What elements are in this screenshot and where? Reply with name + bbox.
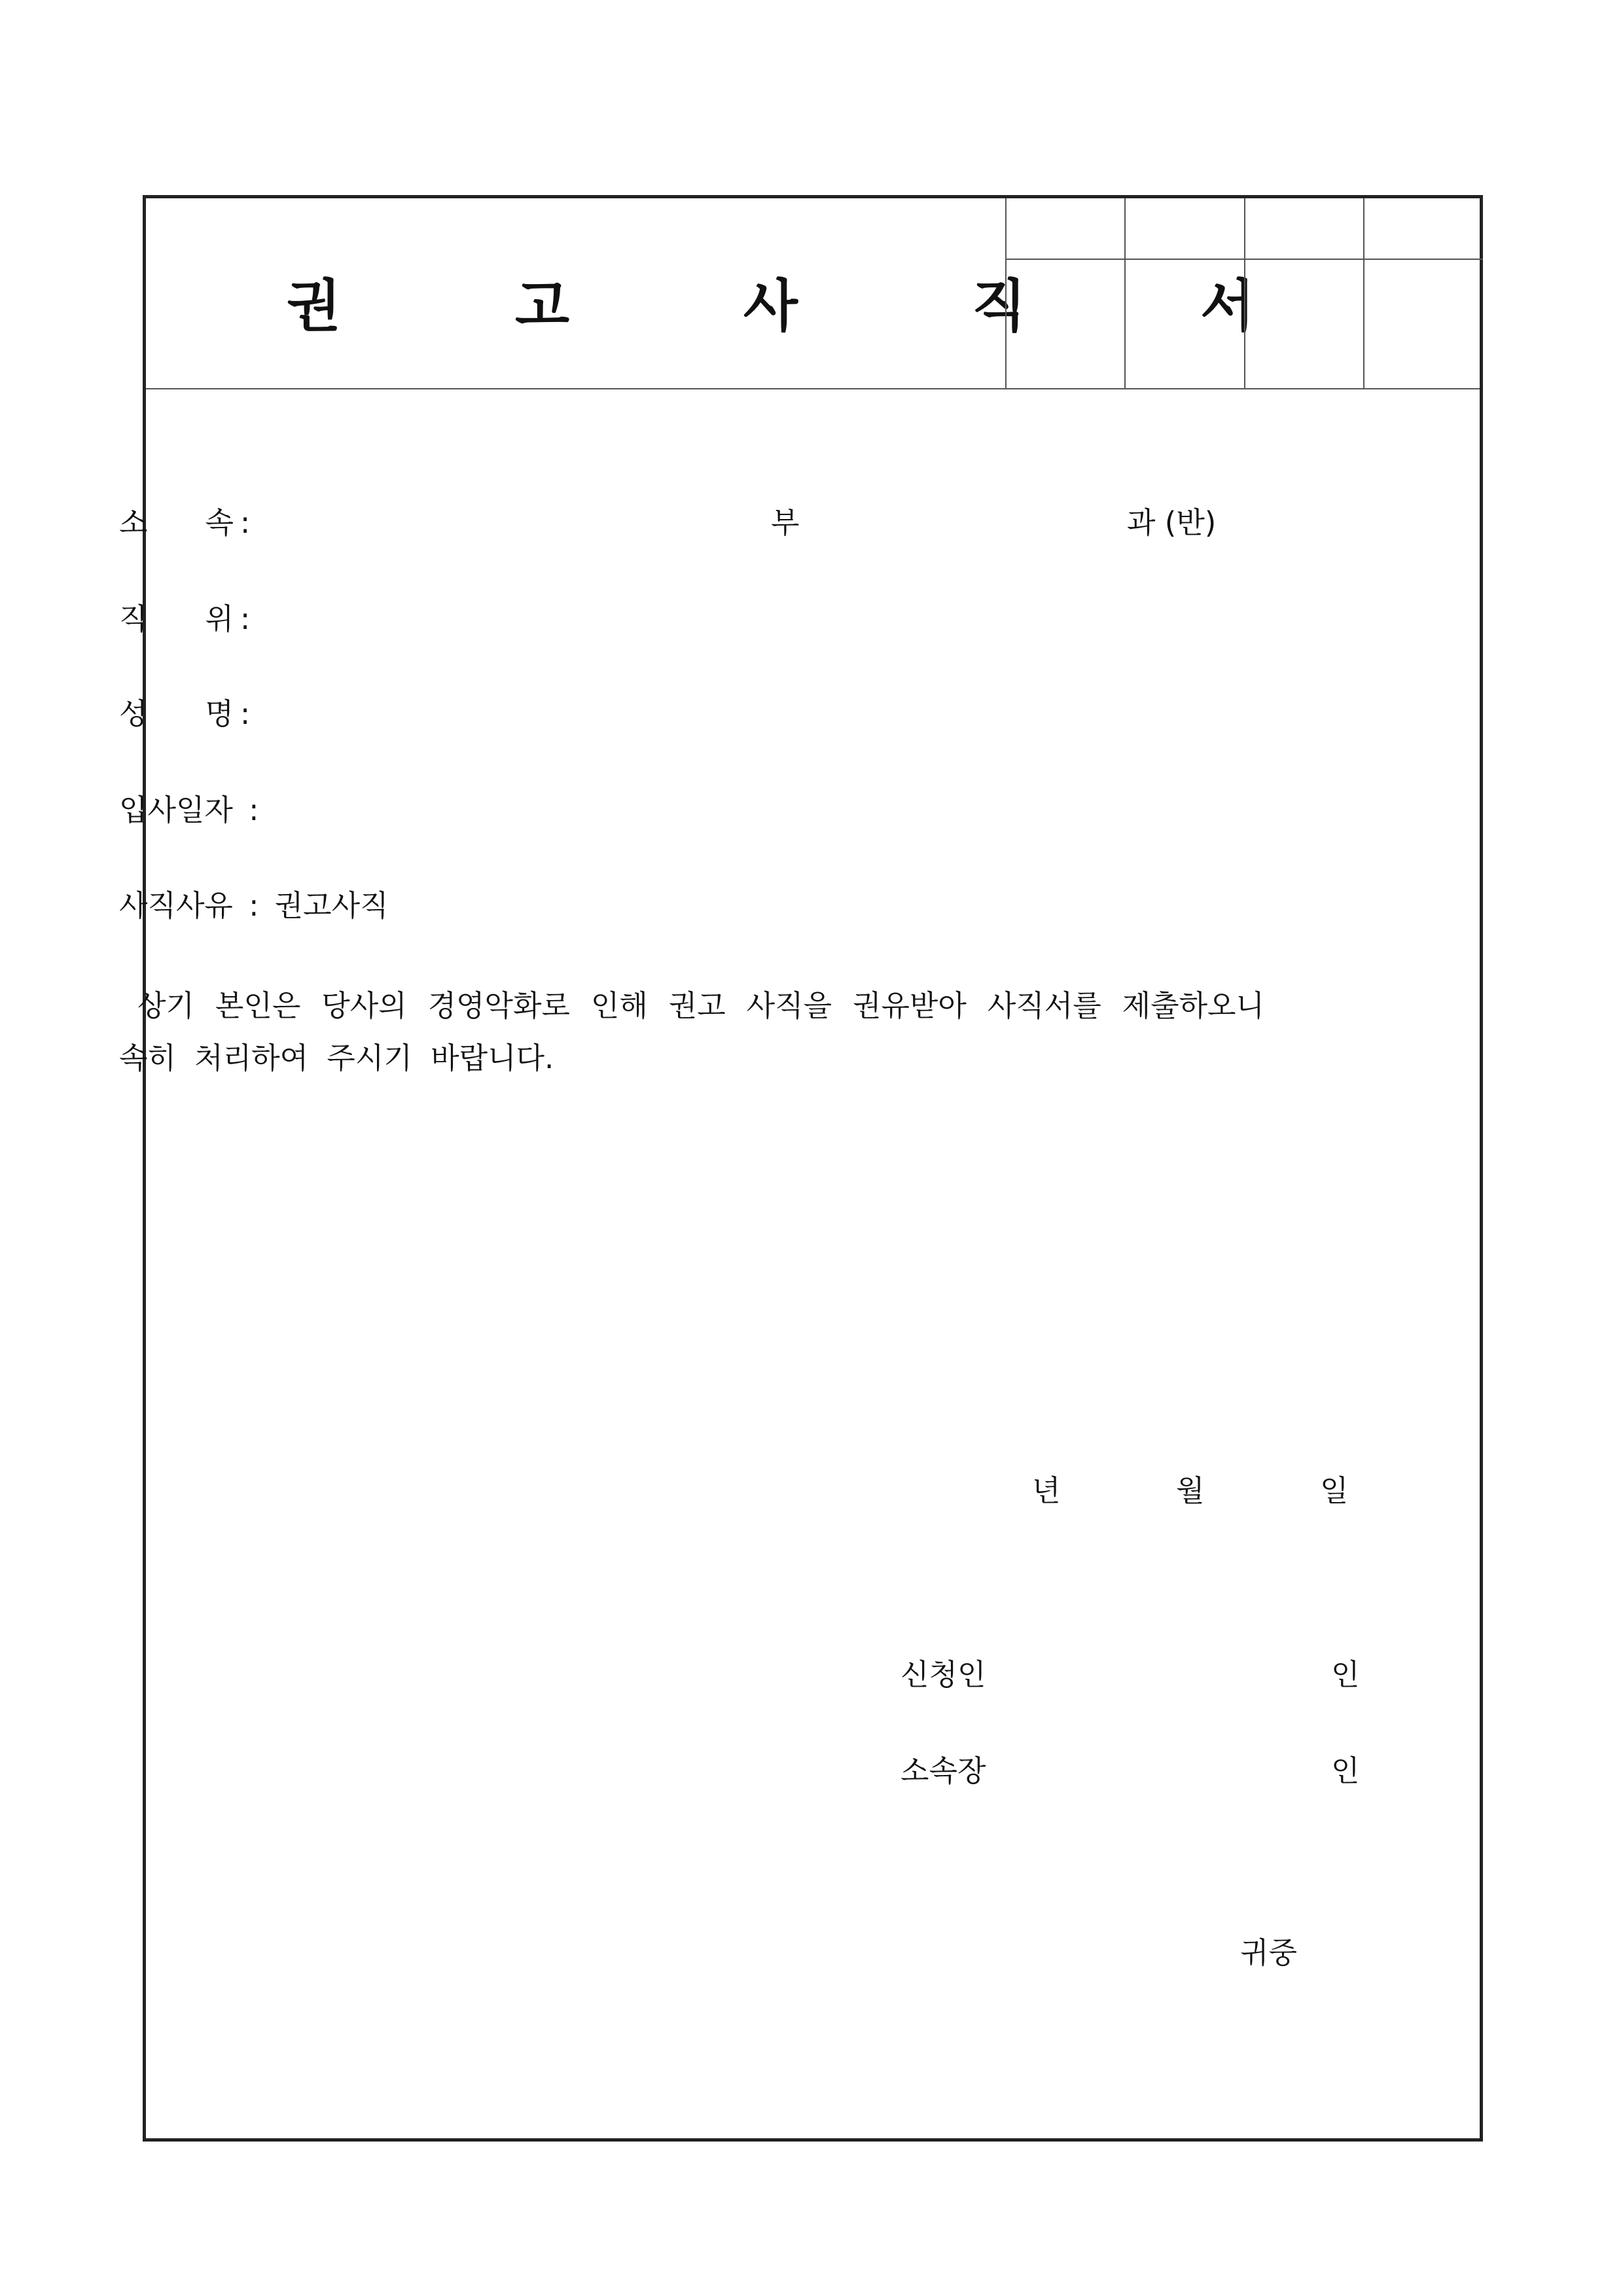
addressee: 귀중 (1240, 1935, 1297, 1970)
date-year: 년 (1032, 1473, 1061, 1508)
statement-paragraph: 상기 본인은 당사의 경영악화로 인해 권고 사직을 권유받아 사직서를 제출하오니 속히 처리하여 주시기 바랍니다. (119, 988, 1264, 1075)
join-date-field (119, 795, 259, 825)
approval-header-cell (1364, 198, 1483, 259)
supervisor-label: 소속장 (901, 1753, 986, 1788)
reason-colon: : (249, 888, 259, 923)
document-header (146, 198, 1480, 389)
applicant-label: 신청인 (901, 1657, 986, 1692)
approval-header-cell (1006, 198, 1125, 259)
affiliation-field (119, 505, 257, 540)
dept-label: 부 (771, 505, 800, 540)
approval-signature-cell (1125, 259, 1244, 388)
document-title: 권 고 사 직 서 (287, 274, 1332, 339)
approval-box (1005, 198, 1483, 388)
approval-signature-cell (1364, 259, 1483, 388)
approval-header-cell (1245, 198, 1364, 259)
supervisor-seal: 인 (1331, 1753, 1360, 1788)
section-label: 과 (반) (1127, 505, 1217, 540)
applicant-seal: 인 (1331, 1657, 1360, 1692)
name-label: 성 명 : (119, 696, 251, 731)
join-date-colon: : (249, 793, 259, 827)
join-date-label: 입사일자 (119, 793, 233, 827)
name-field (119, 696, 257, 731)
approval-header-cell (1125, 198, 1244, 259)
document-frame (143, 195, 1483, 2142)
reason-value: 권고사직 (274, 888, 389, 923)
position-label: 직 위 : (119, 601, 251, 636)
position-field (119, 601, 257, 636)
reason-field (119, 888, 389, 923)
affiliation-label: 소 속 : (119, 505, 251, 540)
approval-signature-cell (1006, 259, 1125, 388)
reason-label: 사직사유 (119, 888, 233, 923)
date-day: 일 (1320, 1473, 1349, 1508)
approval-signature-cell (1245, 259, 1364, 388)
date-month: 월 (1176, 1473, 1205, 1508)
